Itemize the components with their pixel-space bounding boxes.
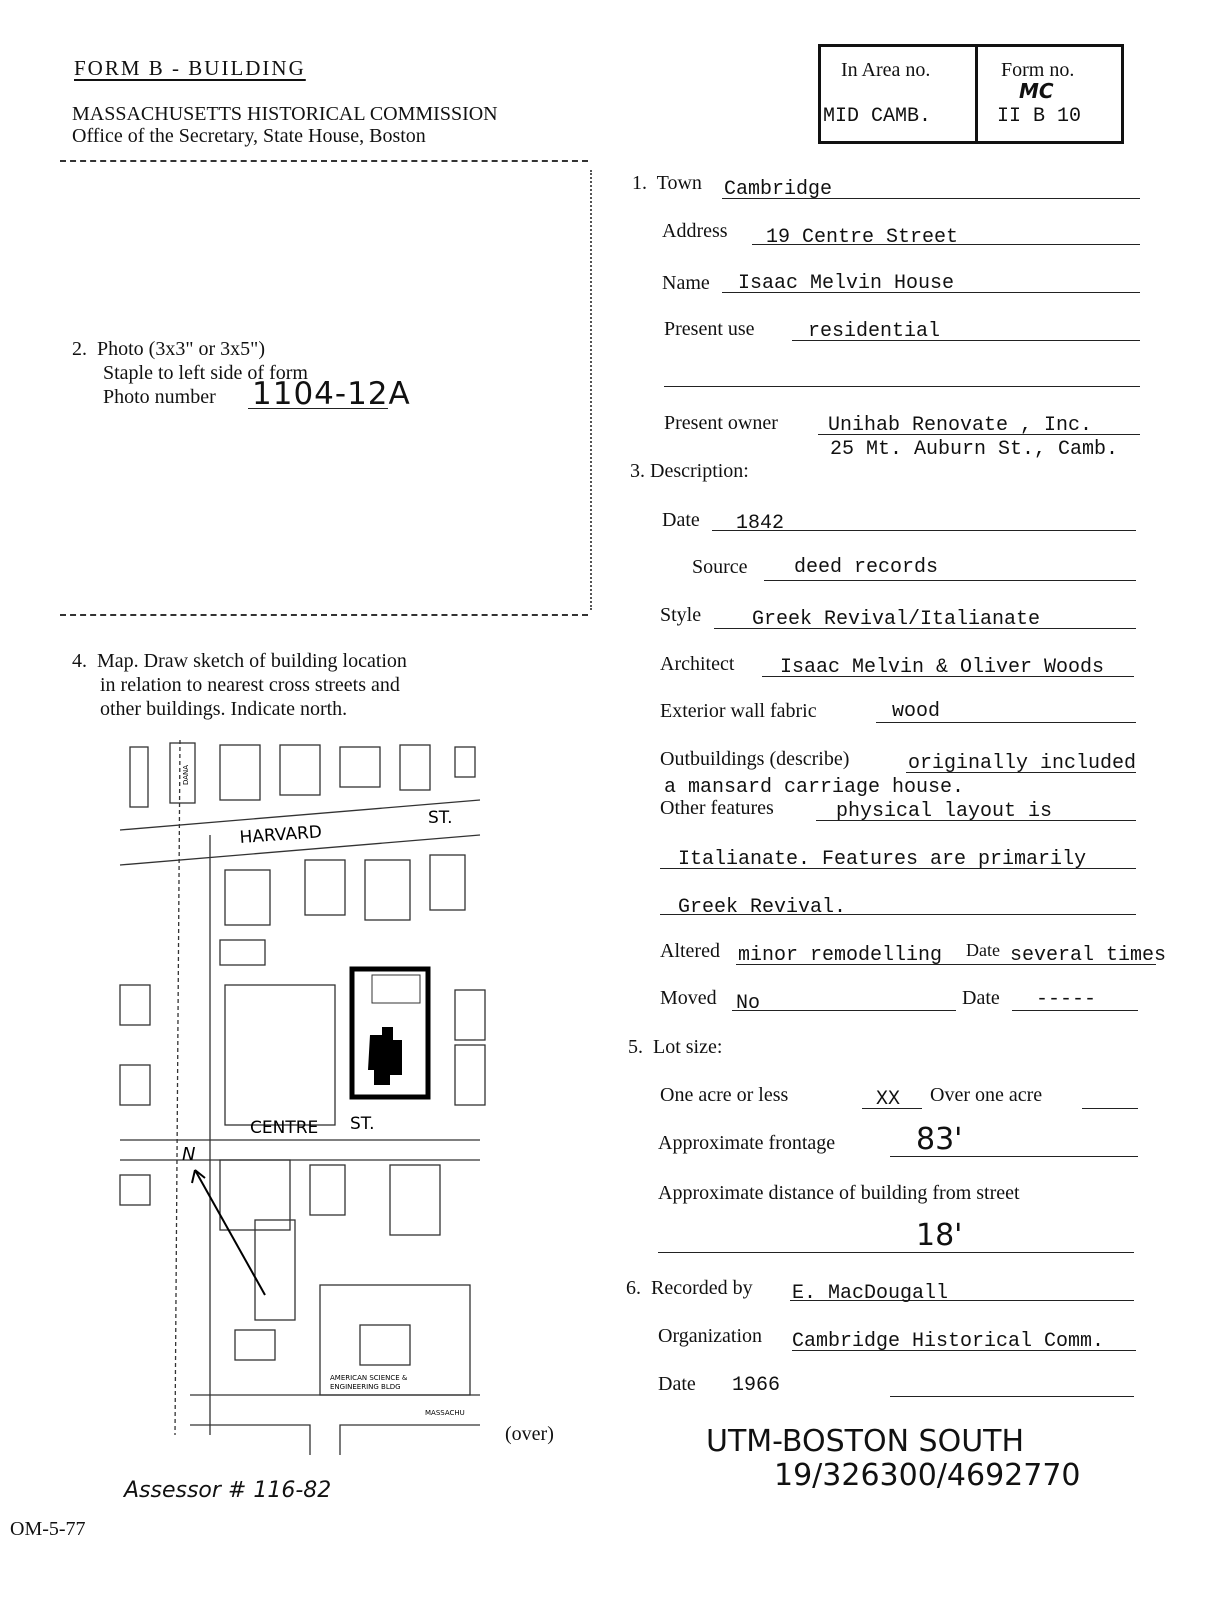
map-section: 4. Map. Draw sketch of building location [72, 650, 407, 672]
distance-label: Approximate distance of building from street [658, 1182, 1020, 1204]
style-value: Greek Revival/Italianate [752, 608, 1041, 631]
organization-label: Organization [658, 1325, 763, 1347]
photo-number-value: 1104-12A [252, 376, 411, 412]
date-label: Date [662, 509, 700, 531]
outbuildings-label: Outbuildings (describe) [660, 748, 850, 770]
area-form-box [818, 44, 1124, 144]
street-label-massachu: MASSACHU [425, 1409, 465, 1417]
photo-instruction: Staple to left side of form [103, 362, 308, 384]
other-features-value-1: physical layout is [836, 800, 1053, 823]
area-label: In Area no. [841, 59, 931, 81]
architect-label: Architect [660, 653, 735, 675]
building-label-2: ENGINEERING BLDG [330, 1383, 401, 1391]
utm-coordinates: 19/326300/4692770 [774, 1458, 1081, 1493]
frontage-value: 83' [916, 1122, 963, 1157]
form-number-value: II B 10 [997, 105, 1082, 128]
photo-number-label: Photo number [103, 386, 216, 408]
form-title: FORM B - BUILDING [74, 56, 306, 80]
source-value: deed records [794, 556, 939, 579]
town-label: 1. Town [632, 172, 702, 194]
street-label-centre: CENTRE [250, 1118, 319, 1138]
outbuildings-value: originally included [908, 752, 1137, 775]
lot-size-label: 5. Lot size: [628, 1036, 723, 1058]
commission-name: MASSACHUSETTS HISTORICAL COMMISSION [72, 103, 498, 125]
organization-value: Cambridge Historical Comm. [792, 1330, 1105, 1353]
street-label-dana: DANA [182, 764, 190, 785]
distance-value: 18' [916, 1218, 963, 1253]
altered-label: Altered [660, 940, 720, 962]
form-number-handwritten: MC [1019, 79, 1054, 103]
address-label: Address [662, 220, 728, 242]
moved-value: No [736, 992, 761, 1015]
moved-label: Moved [660, 987, 717, 1009]
building-label-1: AMERICAN SCIENCE & [330, 1374, 408, 1382]
name-value: Isaac Melvin House [738, 272, 955, 295]
location-map [110, 735, 490, 1455]
one-acre-value: XX [876, 1088, 901, 1111]
office-address: Office of the Secretary, State House, Boston [72, 125, 426, 147]
street-label-harvard: HARVARD [238, 822, 323, 848]
north-indicator: N [182, 1144, 196, 1165]
present-use-value: residential [808, 320, 941, 343]
one-acre-label: One acre or less [660, 1084, 789, 1106]
date-value: 1842 [736, 512, 785, 535]
area-value: MID CAMB. [823, 105, 932, 128]
altered-value: minor remodelling [738, 944, 943, 967]
other-features-value-3: Greek Revival. [678, 896, 847, 919]
form-code: OM-5-77 [10, 1518, 86, 1540]
frontage-label: Approximate frontage [658, 1132, 836, 1154]
photo-section: 2. Photo (3x3" or 3x5") [72, 338, 265, 360]
altered-date-label: Date [966, 940, 1000, 960]
style-label: Style [660, 604, 702, 626]
over-note: (over) [505, 1423, 554, 1445]
recorded-by-value: E. MacDougall [792, 1282, 949, 1305]
record-date-label: Date [658, 1373, 696, 1395]
assessor-number: Assessor # 116-82 [124, 1478, 332, 1503]
separator-top [60, 160, 588, 162]
present-use-label: Present use [664, 318, 755, 340]
owner-value: Unihab Renovate , Inc. [828, 414, 1093, 437]
outbuildings-value-2: a mansard carriage house. [664, 776, 965, 799]
owner-label: Present owner [664, 412, 778, 434]
other-features-label: Other features [660, 797, 774, 819]
owner-address: 25 Mt. Auburn St., Camb. [830, 438, 1119, 461]
separator-middle [60, 614, 588, 616]
description-label: 3. Description: [630, 460, 749, 482]
other-features-value-2: Italianate. Features are primarily [678, 848, 1087, 871]
over-acre-label: Over one acre [930, 1084, 1043, 1106]
record-date-value: 1966 [732, 1374, 781, 1397]
street-label-harvard-st: ST. [428, 808, 453, 828]
map-instruction-3: other buildings. Indicate north. [100, 698, 348, 720]
form-number-label: Form no. [1001, 59, 1075, 81]
moved-date-label: Date [962, 987, 1000, 1009]
architect-value: Isaac Melvin & Oliver Woods [780, 656, 1105, 679]
map-instruction-2: in relation to nearest cross streets and [100, 674, 400, 696]
utm-zone: UTM-BOSTON SOUTH [706, 1424, 1025, 1459]
recorded-by-label: 6. Recorded by [626, 1277, 753, 1299]
wall-fabric-label: Exterior wall fabric [660, 700, 817, 722]
street-label-centre-st: ST. [350, 1114, 375, 1134]
town-value: Cambridge [724, 178, 833, 201]
altered-date-value: several times [1010, 944, 1167, 967]
moved-date-value: ----- [1036, 988, 1097, 1011]
source-label: Source [692, 556, 748, 578]
separator-vertical [590, 170, 592, 610]
wall-fabric-value: wood [892, 700, 941, 723]
address-value: 19 Centre Street [766, 226, 959, 249]
name-label: Name [662, 272, 710, 294]
